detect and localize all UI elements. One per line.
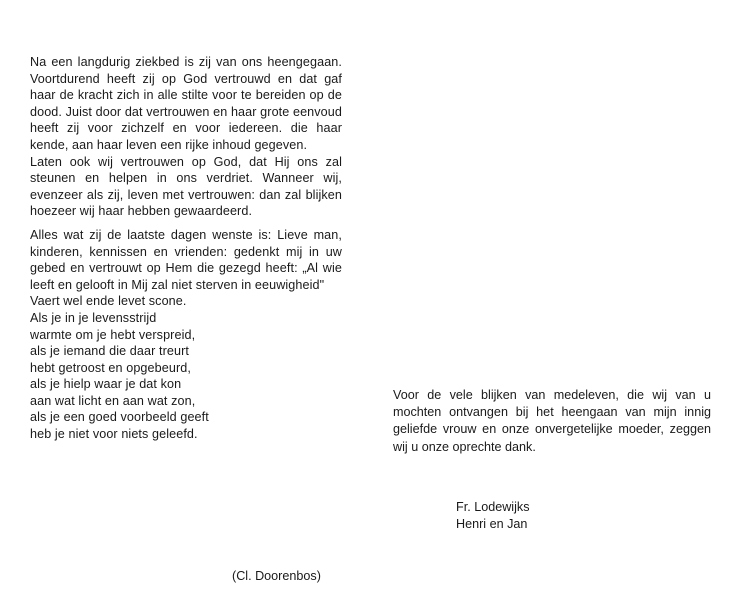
memorial-paragraph-2: Laten ook wij vertrouwen op God, dat Hij ons zal steunen en helpen in ons verdriet. Wanneer wij, evenzeer als zij, leven met vertrouwen: dan zal blijken hoezeer wij haar hebben gewaardeerd. (30, 154, 342, 219)
poem-line: Als je in je levensstrijd (30, 310, 157, 325)
thanks-text: Voor de vele blijken van medeleven, die wij van u mochten ontvangen bij het heengaan van mijn innig geliefde vrouw en onze onvergetelijke moeder, zeggen wij u onze oprechte dank. (393, 388, 711, 454)
poem (30, 293, 342, 442)
memorial-paragraph-1: Na een langdurig ziekbed is zij van ons heengegaan. Voortdurend heeft zij op God vertrouwd en dat gaf haar de kracht zich in alle stilte voor te bereiden op de dood. Juist door dat vertrouwen en haar grote eenvoud heeft zij voor zichzelf en voor iedereen. die haar kende, aan haar leven een rijke inhoud gegeven. (30, 55, 342, 152)
signature (456, 499, 530, 533)
poem-line: als je iemand die daar treurt (30, 344, 190, 359)
poem-line: als je hielp waar je dat kon (30, 377, 182, 392)
thanks-column (393, 387, 711, 456)
memorial-paragraph-3: Alles wat zij de laatste dagen wenste is: Lieve man, kinderen, kennissen en vrienden: gedenkt mij in uw gebed en vertrouwt op Hem die gezegd heeft: „Al wie leeft en gelooft in Mij zal niet sterven in eeuwigheid" (30, 227, 342, 292)
poem-line: hebt getroost en opgebeurd, (30, 360, 191, 375)
memorial-text-column (30, 54, 342, 443)
poem-line: aan wat licht en aan wat zon, (30, 393, 196, 408)
poem-attribution: (Cl. Doorenbos) (232, 569, 321, 583)
poem-line: warmte om je hebt verspreid, (30, 327, 196, 342)
poem-line: heb je niet voor niets geleefd. (30, 427, 198, 442)
poem-line: als je een goed voorbeeld geeft (30, 410, 209, 425)
poem-line: Vaert wel ende levet scone. (30, 294, 187, 309)
signature-line-2: Henri en Jan (456, 517, 528, 531)
signature-line-1: Fr. Lodewijks (456, 500, 530, 514)
